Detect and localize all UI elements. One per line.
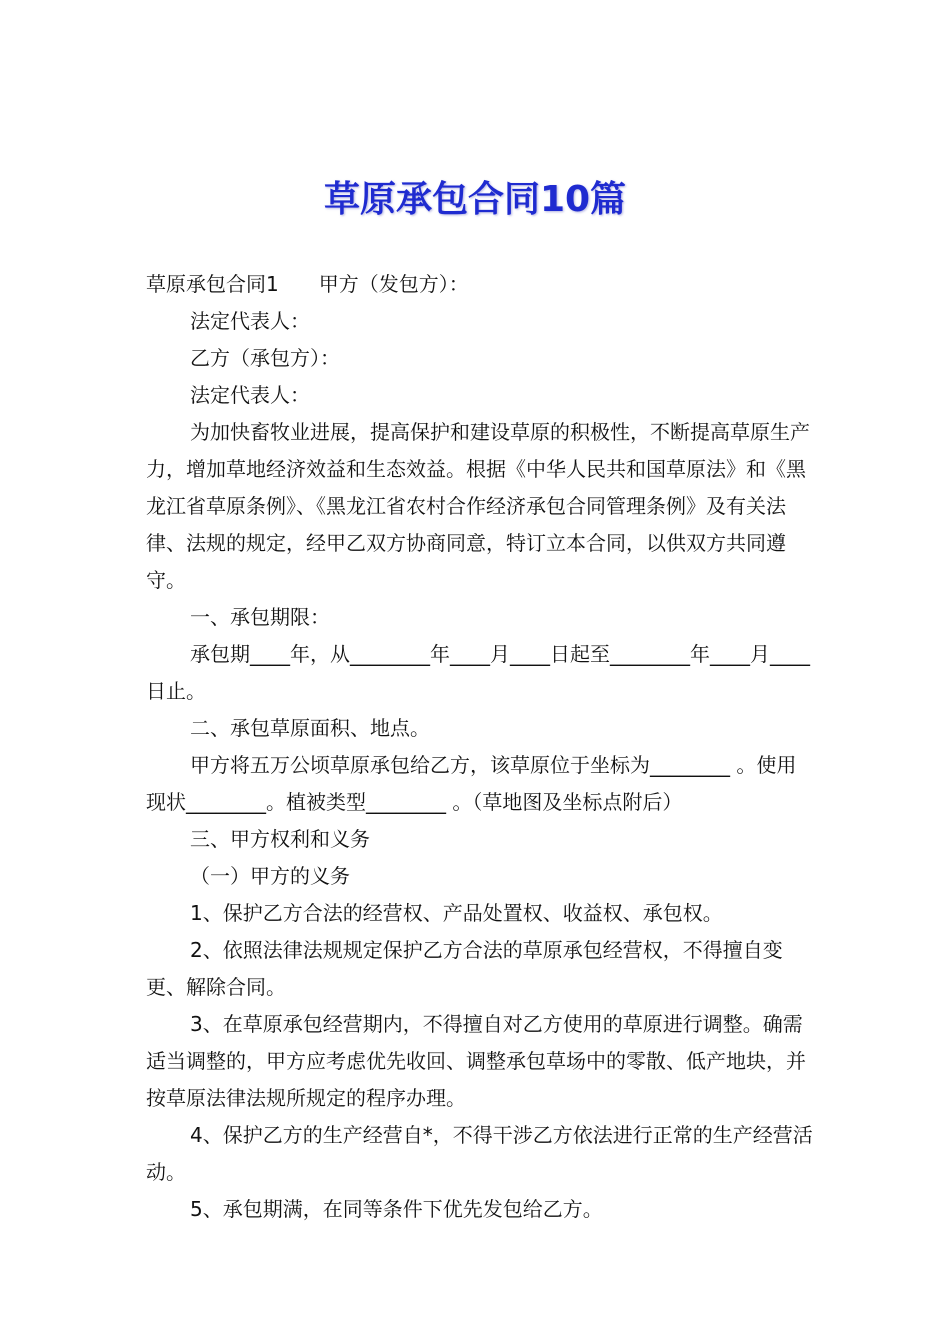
party-a-representative: 法定代表人： bbox=[190, 309, 310, 333]
clause-2: 2、依照法律法规规定保护乙方合法的草原承包经营权，不得擅自变更、解除合同。 bbox=[146, 938, 783, 999]
preamble-paragraph: 为加快畜牧业进展，提高保护和建设草原的积极性，不断提高草原生产力，增加草地经济效益和生态效益。根据《中华人民共和国草原法》和《黑龙江省草原条例》、《黑龙江省农村合作经济承包合同管理条例》及有关法律、法规的规定，经甲乙双方协商同意，特订立本合同，以供双方共同遵守。 bbox=[146, 420, 810, 592]
document-body bbox=[146, 266, 816, 1228]
section-2-heading: 二、承包草原面积、地点。 bbox=[190, 716, 430, 740]
term-paragraph: 承包期____年，从________年____月____日起至________年____月____日止。 bbox=[146, 642, 810, 703]
contract-heading-line: 草原承包合同1 甲方（发包方）： bbox=[146, 272, 469, 296]
section-1-heading: 一、承包期限： bbox=[190, 605, 330, 629]
subsection-heading: （一）甲方的义务 bbox=[190, 864, 350, 888]
document-title: 草原承包合同10篇 bbox=[323, 179, 627, 220]
party-b-label: 乙方（承包方）： bbox=[190, 346, 340, 370]
clause-5: 5、承包期满，在同等条件下优先发包给乙方。 bbox=[190, 1197, 603, 1221]
clause-1: 1、保护乙方合法的经营权、产品处置权、收益权、承包权。 bbox=[190, 901, 723, 925]
clause-4: 4、保护乙方的生产经营自*，不得干涉乙方依法进行正常的生产经营活动。 bbox=[146, 1123, 813, 1184]
party-b-representative: 法定代表人： bbox=[190, 383, 310, 407]
clause-3: 3、在草原承包经营期内，不得擅自对乙方使用的草原进行调整。确需适当调整的，甲方应考虑优先收回、调整承包草场中的零散、低产地块，并按草原法律法规所规定的程序办理。 bbox=[146, 1012, 806, 1110]
section-3-heading: 三、甲方权利和义务 bbox=[190, 827, 370, 851]
area-location-paragraph: 甲方将五万公顷草原承包给乙方，该草原位于坐标为________ 。使用现状________。植被类型________ 。（草地图及坐标点附后） bbox=[146, 753, 797, 814]
